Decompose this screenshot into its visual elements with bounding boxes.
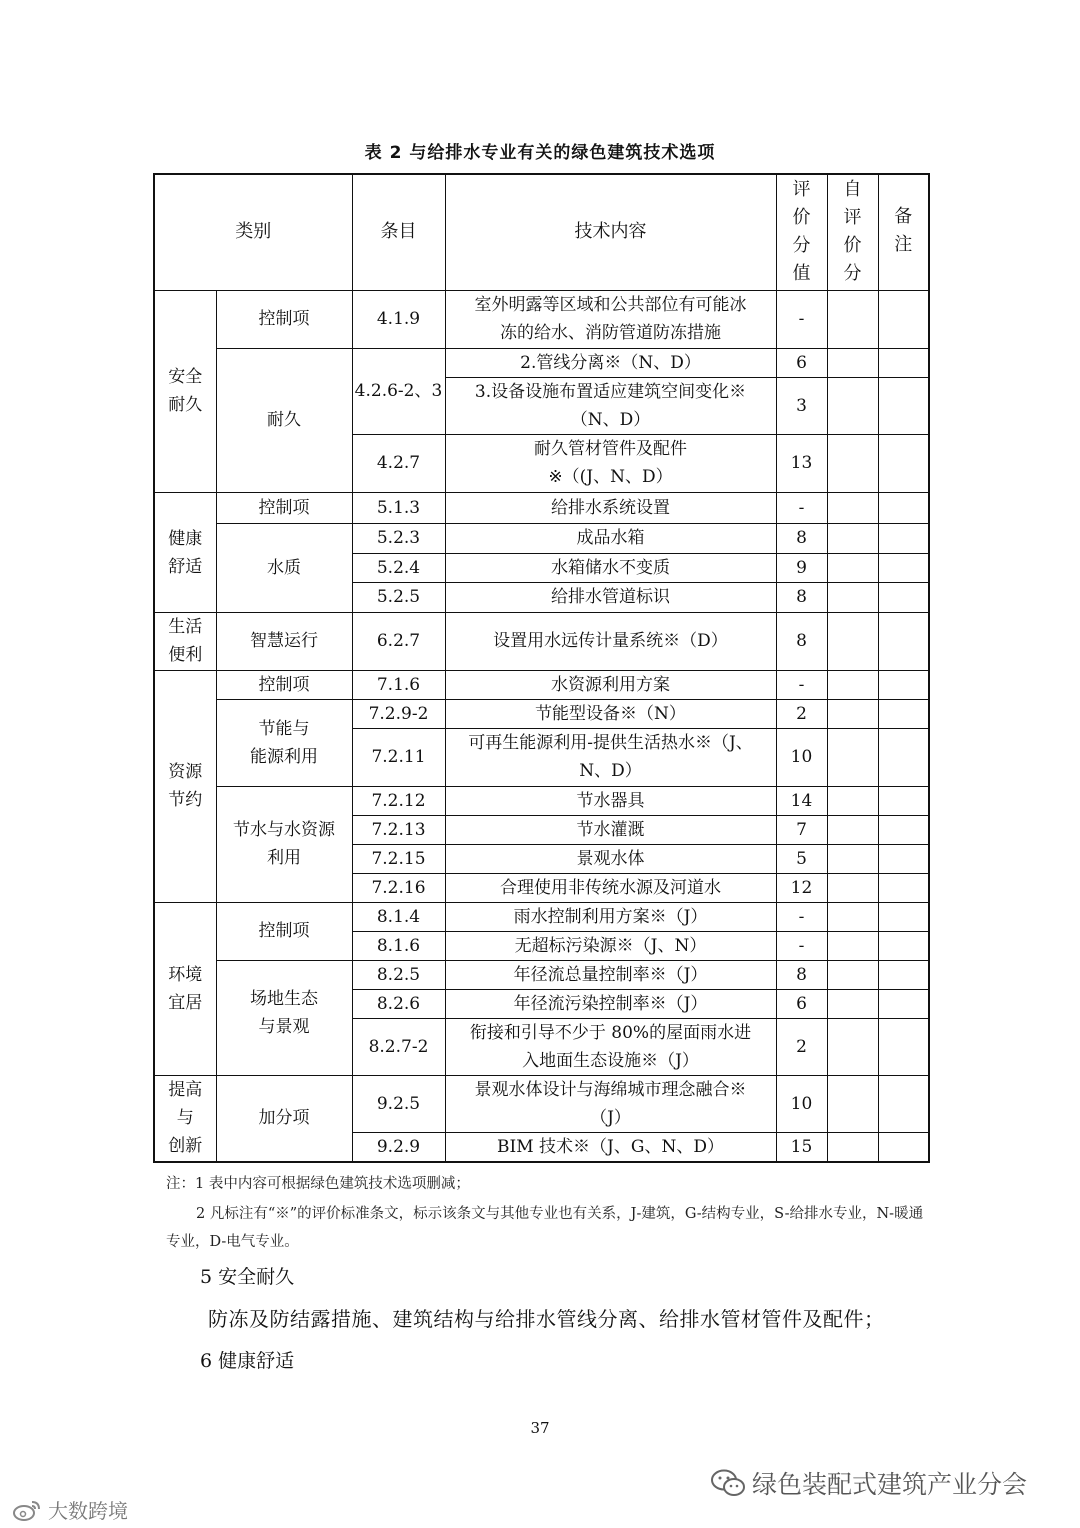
table-row: [154, 290, 929, 348]
row-item: 4.2.7: [352, 434, 445, 492]
row-content: 景观水体设计与海绵城市理念融合※ （J）: [445, 1075, 776, 1132]
section-heading-5: 5 安全耐久: [200, 1266, 295, 1288]
table-row: [154, 902, 929, 931]
row-score: 6: [776, 348, 827, 377]
row-remark: [878, 553, 929, 582]
table-row: [154, 348, 929, 377]
row-remark: [878, 434, 929, 492]
row-remark: [878, 582, 929, 612]
row-self-score: [827, 348, 878, 377]
table-row: [154, 492, 929, 523]
row-remark: [878, 989, 929, 1018]
weibo-icon: [12, 1498, 42, 1522]
row-self-score: [827, 670, 878, 699]
row-self-score: [827, 523, 878, 553]
row-self-score: [827, 377, 878, 434]
row-item: 9.2.9: [352, 1132, 445, 1162]
row-score: 10: [776, 1075, 827, 1132]
table-note-1: 注：1 表中内容可根据绿色建筑技术选项删减；: [166, 1176, 470, 1192]
category-innovation: 提高 与 创新: [154, 1075, 216, 1162]
row-score: 7: [776, 815, 827, 844]
row-score: 3: [776, 377, 827, 434]
row-content: 衔接和引导不少于 80%的屋面雨水进 入地面生态设施※（J）: [445, 1018, 776, 1075]
row-item: 9.2.5: [352, 1075, 445, 1132]
row-remark: [878, 1075, 929, 1132]
row-content: 水箱储水不变质: [445, 553, 776, 582]
row-score: 8: [776, 960, 827, 989]
row-item: 7.2.12: [352, 786, 445, 815]
row-self-score: [827, 582, 878, 612]
row-content: 成品水箱: [445, 523, 776, 553]
row-score: 6: [776, 989, 827, 1018]
row-score: 10: [776, 728, 827, 786]
row-remark: [878, 492, 929, 523]
row-remark: [878, 960, 929, 989]
row-content: 年径流总量控制率※（J）: [445, 960, 776, 989]
row-content: 给排水系统设置: [445, 492, 776, 523]
row-item: 7.1.6: [352, 670, 445, 699]
category-safety: 安全 耐久: [154, 290, 216, 492]
row-item: 5.1.3: [352, 492, 445, 523]
row-content: 节水灌溉: [445, 815, 776, 844]
row-self-score: [827, 290, 878, 348]
section-heading-6: 6 健康舒适: [200, 1350, 295, 1372]
category-health: 健康 舒适: [154, 492, 216, 612]
table-row: [154, 612, 929, 670]
row-remark: [878, 873, 929, 902]
table-row: [154, 960, 929, 989]
row-remark: [878, 815, 929, 844]
row-remark: [878, 786, 929, 815]
watermark-weibo: [12, 1495, 128, 1524]
row-item: 5.2.3: [352, 523, 445, 553]
watermark-wechat: [710, 1465, 1027, 1501]
row-content: 设置用水远传计量系统※（D）: [445, 612, 776, 670]
category-environment: 环境 宜居: [154, 902, 216, 1075]
category-resource: 资源 节约: [154, 670, 216, 902]
table-row: [154, 523, 929, 553]
row-self-score: [827, 1075, 878, 1132]
row-score: 9: [776, 553, 827, 582]
subcategory-control: 控制项: [216, 902, 352, 960]
row-remark: [878, 1132, 929, 1162]
row-score: -: [776, 902, 827, 931]
row-score: 8: [776, 523, 827, 553]
row-remark: [878, 377, 929, 434]
row-score: 8: [776, 612, 827, 670]
page-number: 37: [530, 1419, 550, 1437]
wechat-icon: [710, 1468, 746, 1498]
row-self-score: [827, 1018, 878, 1075]
header-item: 条目: [352, 174, 445, 290]
header-category: 类别: [154, 174, 352, 290]
row-score: 2: [776, 1018, 827, 1075]
row-remark: [878, 902, 929, 931]
category-life: 生活 便利: [154, 612, 216, 670]
row-score: -: [776, 931, 827, 960]
row-remark: [878, 612, 929, 670]
row-content: 给排水管道标识: [445, 582, 776, 612]
row-content: 节水器具: [445, 786, 776, 815]
table-note-2: 2 凡标注有“※”的评价标准条文，标示该条文与其他专业也有关系，J-建筑，G-结构专业，S-给排水专业，N-暖通专业，D-电气专业。: [166, 1206, 924, 1250]
subcategory-bonus: 加分项: [216, 1075, 352, 1162]
header-self-score: 自 评 价 分: [827, 174, 878, 290]
body-paragraph: 防冻及防结露措施、建筑结构与给排水管线分离、给排水管材管件及配件；: [208, 1307, 885, 1331]
row-item: 5.2.4: [352, 553, 445, 582]
row-score: -: [776, 670, 827, 699]
row-score: 14: [776, 786, 827, 815]
row-content: 2.管线分离※（N、D）: [445, 348, 776, 377]
header-remark: 备 注: [878, 174, 929, 290]
table-title: 表 2 与给排水专业有关的绿色建筑技术选项: [364, 143, 716, 163]
row-self-score: [827, 612, 878, 670]
header-content: 技术内容: [445, 174, 776, 290]
row-self-score: [827, 699, 878, 728]
row-remark: [878, 931, 929, 960]
row-item: 8.2.5: [352, 960, 445, 989]
row-self-score: [827, 786, 878, 815]
subcategory-water-saving: 节水与水资源 利用: [216, 786, 352, 902]
row-item: 7.2.13: [352, 815, 445, 844]
row-item: 7.2.16: [352, 873, 445, 902]
row-remark: [878, 290, 929, 348]
row-score: 15: [776, 1132, 827, 1162]
row-self-score: [827, 1132, 878, 1162]
row-score: 5: [776, 844, 827, 873]
row-score: -: [776, 492, 827, 523]
watermark-wechat-text: 绿色装配式建筑产业分会: [752, 1470, 1028, 1499]
row-content: 雨水控制利用方案※（J）: [445, 902, 776, 931]
row-content: 合理使用非传统水源及河道水: [445, 873, 776, 902]
table-row: [154, 786, 929, 815]
row-self-score: [827, 553, 878, 582]
row-item: 8.2.6: [352, 989, 445, 1018]
row-self-score: [827, 815, 878, 844]
row-self-score: [827, 728, 878, 786]
row-item: 7.2.11: [352, 728, 445, 786]
subcategory-smart-operation: 智慧运行: [216, 612, 352, 670]
header-row: [154, 174, 929, 290]
row-item: 8.2.7-2: [352, 1018, 445, 1075]
row-self-score: [827, 902, 878, 931]
row-remark: [878, 728, 929, 786]
row-item: 8.1.6: [352, 931, 445, 960]
watermark-weibo-text: 大数跨境: [48, 1499, 128, 1523]
row-self-score: [827, 989, 878, 1018]
header-score: 评 价 分 值: [776, 174, 827, 290]
row-remark: [878, 1018, 929, 1075]
row-score: 12: [776, 873, 827, 902]
row-self-score: [827, 960, 878, 989]
row-score: -: [776, 290, 827, 348]
subcategory-site-ecology: 场地生态 与景观: [216, 960, 352, 1075]
row-remark: [878, 348, 929, 377]
row-item: 4.1.9: [352, 290, 445, 348]
row-item: 7.2.9-2: [352, 699, 445, 728]
row-remark: [878, 699, 929, 728]
table-row: [154, 670, 929, 699]
row-item: 8.1.4: [352, 902, 445, 931]
row-content: 景观水体: [445, 844, 776, 873]
row-remark: [878, 670, 929, 699]
row-remark: [878, 844, 929, 873]
row-content: 无超标污染源※（J、N）: [445, 931, 776, 960]
row-score: 8: [776, 582, 827, 612]
subcategory-control: 控制项: [216, 492, 352, 523]
row-content: 可再生能源利用-提供生活热水※（J、 N、D）: [445, 728, 776, 786]
table-row: [154, 699, 929, 728]
subcategory-durable: 耐久: [216, 348, 352, 492]
subcategory-control: 控制项: [216, 670, 352, 699]
row-item: 5.2.5: [352, 582, 445, 612]
row-self-score: [827, 844, 878, 873]
row-content: 室外明露等区域和公共部位有可能冰 冻的给水、消防管道防冻措施: [445, 290, 776, 348]
row-self-score: [827, 492, 878, 523]
row-self-score: [827, 873, 878, 902]
row-remark: [878, 523, 929, 553]
row-content: 年径流污染控制率※（J）: [445, 989, 776, 1018]
row-content: BIM 技术※（J、G、N、D）: [445, 1132, 776, 1162]
row-score: 13: [776, 434, 827, 492]
technology-options-table: [153, 173, 930, 1163]
row-score: 2: [776, 699, 827, 728]
table-row: [154, 1075, 929, 1132]
row-self-score: [827, 434, 878, 492]
row-item: 4.2.6-2、3: [352, 348, 445, 434]
row-content: 3.设备设施布置适应建筑空间变化※ （N、D）: [445, 377, 776, 434]
row-content: 节能型设备※（N）: [445, 699, 776, 728]
row-item: 6.2.7: [352, 612, 445, 670]
subcategory-energy: 节能与 能源利用: [216, 699, 352, 786]
subcategory-control: 控制项: [216, 290, 352, 348]
row-content: 耐久管材管件及配件 ※（(J、N、D）: [445, 434, 776, 492]
subcategory-water-quality: 水质: [216, 523, 352, 612]
row-self-score: [827, 931, 878, 960]
row-item: 7.2.15: [352, 844, 445, 873]
row-content: 水资源利用方案: [445, 670, 776, 699]
